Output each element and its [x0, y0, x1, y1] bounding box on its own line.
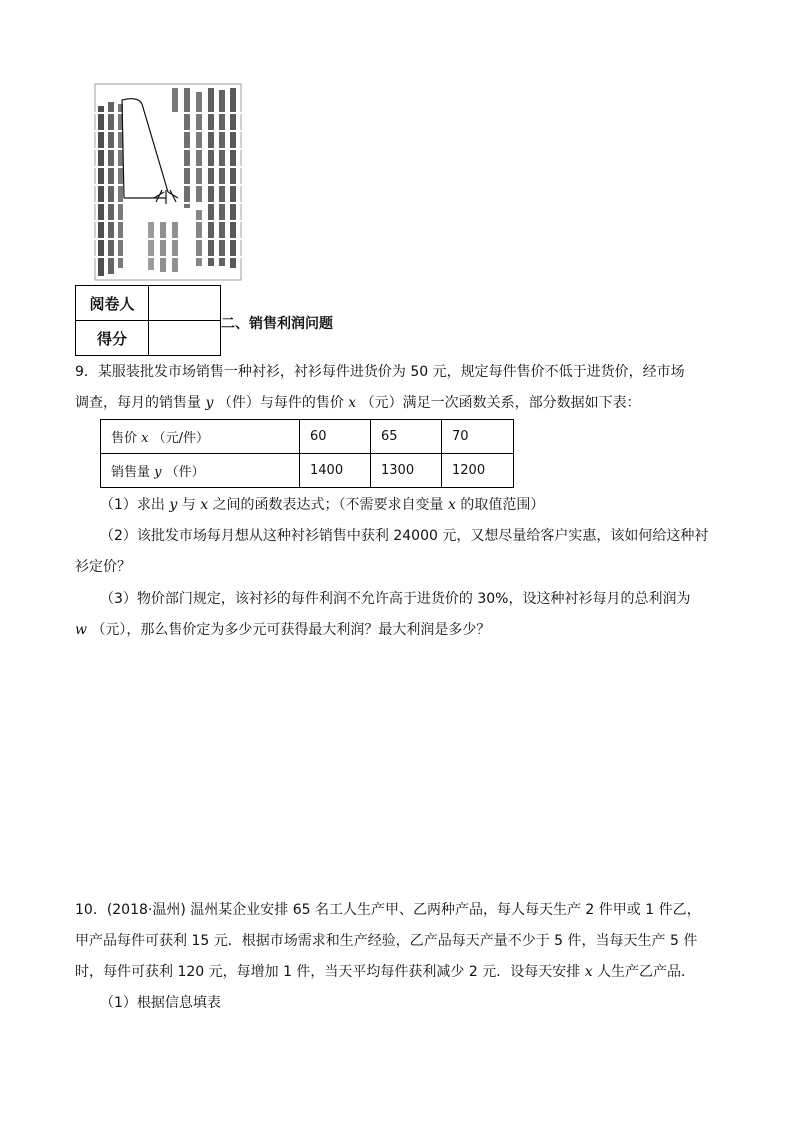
q9-line-1: 9．某服装批发市场销售一种衬衫，衬衫每件进货价为 50 元，规定每件售价不低于进货价，经市场 — [75, 364, 685, 380]
q9-sub-3-line-1: （3）物价部门规定，该衬衫的每件利润不允许高于进货价的 30%，设这种衬衫每月的总利润为 — [100, 591, 691, 607]
var-x: x — [200, 497, 209, 513]
ancient-text-figure — [92, 82, 244, 282]
q9-sub-1-text-c: 之间的函数表达式；（不需要求自变量 — [212, 497, 444, 513]
var-x: x — [348, 395, 357, 411]
sales-cell: 1200 — [442, 454, 514, 488]
reviewer-label: 阅卷人 — [76, 286, 149, 321]
q9-sub-1-text-d: 的取值范围） — [460, 497, 545, 513]
reviewer-field[interactable] — [149, 286, 221, 321]
price-cell: 60 — [300, 420, 371, 454]
var-y: y — [169, 497, 178, 513]
var-y: y — [205, 395, 214, 411]
var-x: x — [448, 497, 456, 513]
q9-sub-3-line-2 — [75, 620, 490, 640]
sales-unit: （件） — [165, 465, 205, 480]
score-label: 得分 — [76, 321, 149, 356]
q10-line-3-text-a: 时，每件可获利 120 元，每增加 1 件，当天平均每件获利减少 2 元．设每天安排 — [75, 964, 581, 980]
q9-line-2-text-c: （元）满足一次函数关系，部分数据如下表： — [360, 395, 641, 411]
q9-sub-1 — [100, 495, 544, 515]
price-cell: 70 — [442, 420, 514, 454]
score-field[interactable] — [149, 321, 221, 356]
price-sales-table — [100, 419, 514, 488]
var-x: x — [584, 964, 593, 980]
sales-cell: 1300 — [371, 454, 442, 488]
q10-sub-1: （1）根据信息填表 — [100, 995, 221, 1011]
var-x: x — [141, 431, 149, 446]
q9-line-2 — [75, 393, 641, 413]
price-header — [101, 420, 300, 454]
table-row — [101, 420, 514, 454]
q10-line-1: 10．(2018·温州) 温州某企业安排 65 名工人生产甲、乙两种产品，每人每天生产 2 件甲或 1 件乙， — [75, 902, 701, 918]
table-row — [101, 454, 514, 488]
q9-sub-1-text-a: （1）求出 — [100, 497, 165, 513]
q10-line-3-text-b: 人生产乙产品． — [597, 964, 696, 980]
q9-sub-2-line-2: 衫定价？ — [75, 559, 131, 575]
q10-line-2: 甲产品每件可获利 15 元．根据市场需求和生产经验，乙产品每天产量不少于 5 件，当每天生产 5 件 — [75, 933, 698, 949]
sales-cell: 1400 — [300, 454, 371, 488]
q10-line-3 — [75, 962, 695, 982]
q9-sub-2-line-1: （2）该批发市场每月想从这种衬衫销售中获利 24000 元，又想尽量给客户实惠，该如何给这种衬 — [100, 528, 709, 544]
q9-line-2-text-a: 调查，每月的销售量 — [75, 395, 201, 411]
var-w: w — [75, 622, 87, 638]
q9-sub-3-text: （元），那么售价定为多少元可获得最大利润？最大利润是多少？ — [91, 622, 491, 638]
q9-sub-1-text-b: 与 — [181, 497, 196, 513]
price-unit: （元/件） — [152, 431, 210, 446]
sales-header — [101, 454, 300, 488]
price-cell: 65 — [371, 420, 442, 454]
q9-line-2-text-b: （件）与每件的售价 — [217, 395, 344, 411]
var-y: y — [154, 465, 162, 480]
sales-label: 销售量 — [111, 465, 151, 480]
section-title: 二、销售利润问题 — [221, 316, 333, 332]
price-label: 售价 — [111, 431, 138, 446]
score-box — [75, 285, 221, 356]
